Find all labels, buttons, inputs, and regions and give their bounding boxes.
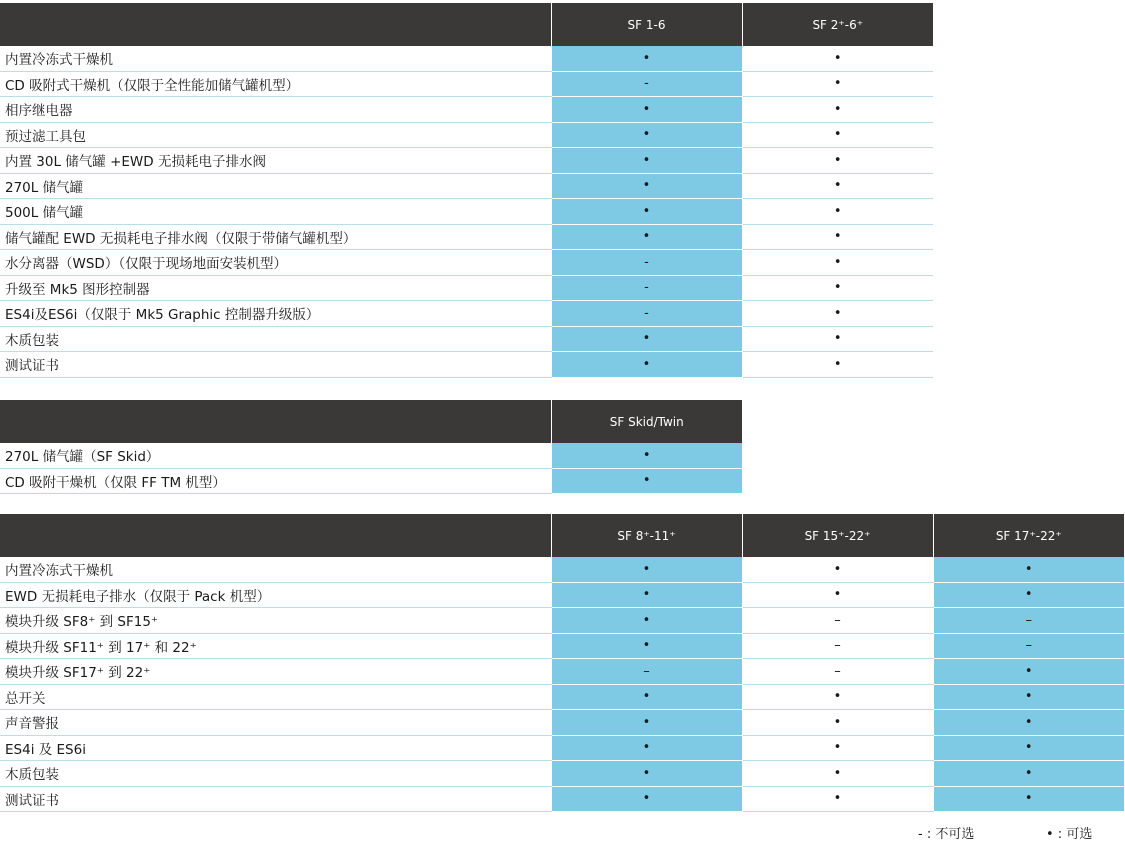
availability-cell: •: [551, 786, 742, 812]
table-row: [0, 122, 933, 148]
availability-cell: •: [742, 275, 933, 301]
availability-cell: •: [742, 301, 933, 327]
table-row: [0, 326, 933, 352]
row-label: ES4i 及 ES6i: [0, 735, 551, 761]
availability-cell: •: [742, 97, 933, 123]
header-blank-cell: [0, 400, 551, 443]
availability-cell: •: [551, 326, 742, 352]
availability-cell: •: [742, 582, 933, 608]
row-label: 270L 储气罐（SF Skid）: [0, 443, 551, 468]
row-label: 模块升级 SF11⁺ 到 17⁺ 和 22⁺: [0, 633, 551, 659]
availability-cell: •: [742, 352, 933, 378]
availability-cell: –: [742, 659, 933, 685]
row-label: 270L 储气罐: [0, 173, 551, 199]
row-label: 相序继电器: [0, 97, 551, 123]
availability-cell: •: [742, 173, 933, 199]
availability-cell: •: [742, 250, 933, 276]
availability-cell: •: [551, 352, 742, 378]
table-row: [0, 250, 933, 276]
availability-cell: •: [551, 224, 742, 250]
row-label: 水分离器（WSD）（仅限于现场地面安装机型）: [0, 250, 551, 276]
table-row: [0, 710, 1124, 736]
row-label: CD 吸附干燥机（仅限 FF TM 机型）: [0, 468, 551, 494]
availability-cell: •: [551, 735, 742, 761]
table-row: [0, 173, 933, 199]
availability-cell: •: [933, 761, 1124, 787]
availability-cell: •: [551, 684, 742, 710]
availability-cell: •: [742, 557, 933, 582]
availability-cell: •: [551, 557, 742, 582]
table-row: [0, 199, 933, 225]
table-row: [0, 148, 933, 174]
availability-cell: –: [933, 633, 1124, 659]
row-label: 升级至 Mk5 图形控制器: [0, 275, 551, 301]
header-blank-cell: [0, 514, 551, 557]
row-label: 500L 储气罐: [0, 199, 551, 225]
availability-cell: •: [742, 122, 933, 148]
table-body: [0, 443, 742, 494]
table-row: [0, 659, 1124, 685]
table-row: [0, 633, 1124, 659]
table-row: [0, 352, 933, 378]
header-blank-cell: [0, 3, 551, 46]
availability-cell: •: [933, 786, 1124, 812]
row-label: CD 吸附式干燥机（仅限于全性能加储气罐机型）: [0, 71, 551, 97]
availability-cell: -: [551, 250, 742, 276]
options-table-sf8-22: [0, 514, 1124, 812]
availability-cell: •: [933, 659, 1124, 685]
availability-cell: •: [742, 735, 933, 761]
column-header: SF Skid/Twin: [551, 400, 742, 443]
row-label: 内置 30L 储气罐 +EWD 无损耗电子排水阀: [0, 148, 551, 174]
table-row: [0, 582, 1124, 608]
table-row: [0, 761, 1124, 787]
column-header: SF 15⁺-22⁺: [742, 514, 933, 557]
table-row: [0, 71, 933, 97]
table-header-row: [0, 514, 1124, 557]
row-label: 内置冷冻式干燥机: [0, 46, 551, 71]
row-label: 储气罐配 EWD 无损耗电子排水阀（仅限于带储气罐机型）: [0, 224, 551, 250]
table-row: [0, 786, 1124, 812]
availability-cell: •: [933, 582, 1124, 608]
availability-cell: •: [742, 710, 933, 736]
availability-cell: •: [742, 46, 933, 71]
availability-cell: •: [551, 633, 742, 659]
table-header-row: [0, 3, 933, 46]
options-table-sf-skid-twin: [0, 400, 742, 494]
row-label: 测试证书: [0, 786, 551, 812]
availability-cell: •: [933, 710, 1124, 736]
table-row: [0, 608, 1124, 634]
legend-available: • : 可选: [1046, 827, 1093, 842]
row-label: 声音警报: [0, 710, 551, 736]
availability-cell: –: [742, 608, 933, 634]
table-row: [0, 46, 933, 71]
table-body: [0, 46, 933, 377]
availability-cell: •: [551, 468, 742, 494]
availability-cell: •: [742, 199, 933, 225]
table-row: [0, 443, 742, 468]
table-body: [0, 557, 1124, 812]
availability-cell: –: [933, 608, 1124, 634]
column-header: SF 8⁺-11⁺: [551, 514, 742, 557]
availability-cell: –: [551, 659, 742, 685]
row-label: 木质包装: [0, 761, 551, 787]
row-label: 内置冷冻式干燥机: [0, 557, 551, 582]
row-label: 木质包装: [0, 326, 551, 352]
availability-cell: •: [551, 46, 742, 71]
column-header: SF 1-6: [551, 3, 742, 46]
legend-not-available: - : 不可选: [918, 827, 975, 842]
availability-cell: •: [933, 735, 1124, 761]
availability-cell: •: [742, 148, 933, 174]
availability-cell: •: [742, 761, 933, 787]
row-label: 模块升级 SF8⁺ 到 SF15⁺: [0, 608, 551, 634]
availability-cell: •: [551, 761, 742, 787]
availability-cell: •: [742, 786, 933, 812]
availability-cell: •: [551, 122, 742, 148]
table-row: [0, 735, 1124, 761]
availability-cell: –: [742, 633, 933, 659]
availability-cell: •: [742, 326, 933, 352]
availability-cell: •: [551, 582, 742, 608]
availability-cell: •: [551, 173, 742, 199]
table-row: [0, 224, 933, 250]
table-row: [0, 684, 1124, 710]
row-label: EWD 无损耗电子排水（仅限于 Pack 机型）: [0, 582, 551, 608]
availability-cell: -: [551, 275, 742, 301]
availability-cell: •: [551, 148, 742, 174]
row-label: 测试证书: [0, 352, 551, 378]
column-header: SF 17⁺-22⁺: [933, 514, 1124, 557]
availability-cell: •: [742, 71, 933, 97]
availability-cell: •: [551, 97, 742, 123]
table-row: [0, 301, 933, 327]
row-label: 预过滤工具包: [0, 122, 551, 148]
availability-cell: •: [551, 710, 742, 736]
availability-cell: •: [551, 608, 742, 634]
availability-cell: -: [551, 71, 742, 97]
availability-cell: •: [742, 224, 933, 250]
availability-cell: •: [551, 199, 742, 225]
table-row: [0, 557, 1124, 582]
availability-cell: •: [551, 443, 742, 468]
availability-cell: •: [742, 684, 933, 710]
availability-cell: •: [933, 684, 1124, 710]
availability-cell: •: [933, 557, 1124, 582]
availability-cell: -: [551, 301, 742, 327]
row-label: ES4i及ES6i（仅限于 Mk5 Graphic 控制器升级版）: [0, 301, 551, 327]
table-row: [0, 97, 933, 123]
row-label: 总开关: [0, 684, 551, 710]
table-header-row: [0, 400, 742, 443]
column-header: SF 2⁺-6⁺: [742, 3, 933, 46]
options-table-sf1-6: [0, 3, 933, 378]
row-label: 模块升级 SF17⁺ 到 22⁺: [0, 659, 551, 685]
table-row: [0, 468, 742, 494]
table-row: [0, 275, 933, 301]
